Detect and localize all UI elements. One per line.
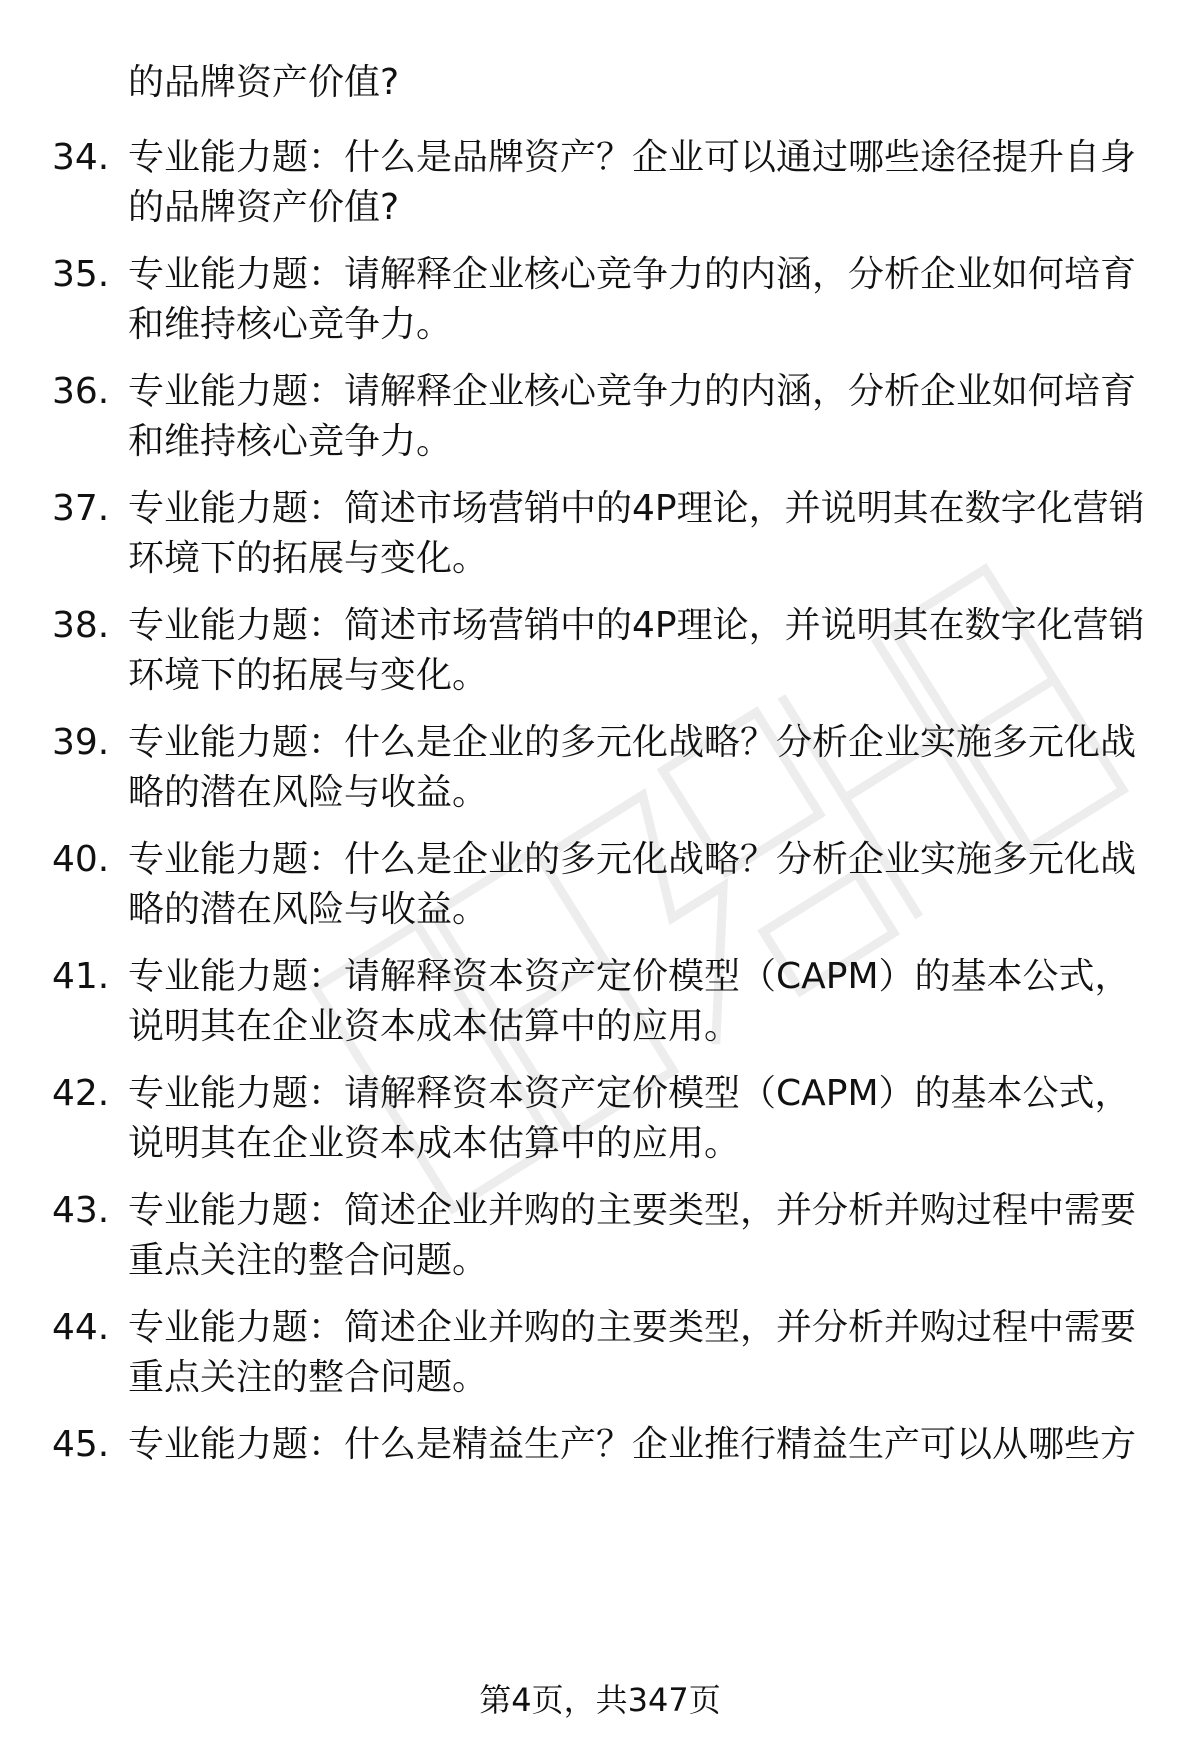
item-number: 41. <box>52 956 110 997</box>
item-number: 42. <box>52 1073 110 1114</box>
item-text-line: 专业能力题：什么是企业的多元化战略？分析企业实施多元化战 <box>128 722 1137 763</box>
item-text-line: 专业能力题：请解释资本资产定价模型（CAPM）的基本公式， <box>128 956 1131 997</box>
item-number: 36. <box>52 371 110 412</box>
item-text-line: 专业能力题：什么是精益生产？企业推行精益生产可以从哪些方 <box>128 1424 1137 1465</box>
item-text-line: 环境下的拓展与变化。 <box>128 538 489 579</box>
item-text-line: 略的潜在风险与收益。 <box>128 772 489 813</box>
item-number: 44. <box>52 1307 110 1348</box>
item-number: 45. <box>52 1424 110 1465</box>
item-text-line: 和维持核心竞争力。 <box>128 304 453 345</box>
item-text-line: 说明其在企业资本成本估算中的应用。 <box>128 1006 741 1047</box>
item-text-line: 和维持核心竞争力。 <box>128 421 453 462</box>
item-text-line: 专业能力题：简述市场营销中的4P理论，并说明其在数字化营销 <box>128 488 1145 529</box>
item-number: 40. <box>52 839 110 880</box>
item-text-line: 重点关注的整合问题。 <box>128 1357 489 1398</box>
item-number: 34. <box>52 137 110 178</box>
page-number-label: 第4页，共347页 <box>479 1681 721 1719</box>
item-text-line: 略的潜在风险与收益。 <box>128 889 489 930</box>
item-number: 43. <box>52 1190 110 1231</box>
item-text-line: 专业能力题：简述企业并购的主要类型，并分析并购过程中需要 <box>128 1307 1137 1348</box>
item-text-line: 专业能力题：请解释企业核心竞争力的内涵，分析企业如何培育 <box>128 254 1137 295</box>
item-text-line: 专业能力题：什么是品牌资产？企业可以通过哪些途径提升自身 <box>128 137 1137 178</box>
item-number: 35. <box>52 254 110 295</box>
item-text-line: 的品牌资产价值? <box>128 187 400 228</box>
page-footer <box>0 1678 1200 1722</box>
item-text-line: 专业能力题：什么是企业的多元化战略？分析企业实施多元化战 <box>128 839 1137 880</box>
item-text-line: 专业能力题：简述企业并购的主要类型，并分析并购过程中需要 <box>128 1190 1137 1231</box>
item-number: 39. <box>52 722 110 763</box>
item-text-line: 专业能力题：简述市场营销中的4P理论，并说明其在数字化营销 <box>128 605 1145 646</box>
item-number: 38. <box>52 605 110 646</box>
item-number: 37. <box>52 488 110 529</box>
item-text-line: 专业能力题：请解释企业核心竞争力的内涵，分析企业如何培育 <box>128 371 1137 412</box>
item-text-line: 说明其在企业资本成本估算中的应用。 <box>128 1123 741 1164</box>
continued-line-text: 的品牌资产价值? <box>128 62 400 103</box>
item-text-line: 环境下的拓展与变化。 <box>128 655 489 696</box>
item-text-line: 专业能力题：请解释资本资产定价模型（CAPM）的基本公式， <box>128 1073 1131 1114</box>
item-text-line: 重点关注的整合问题。 <box>128 1240 489 1281</box>
